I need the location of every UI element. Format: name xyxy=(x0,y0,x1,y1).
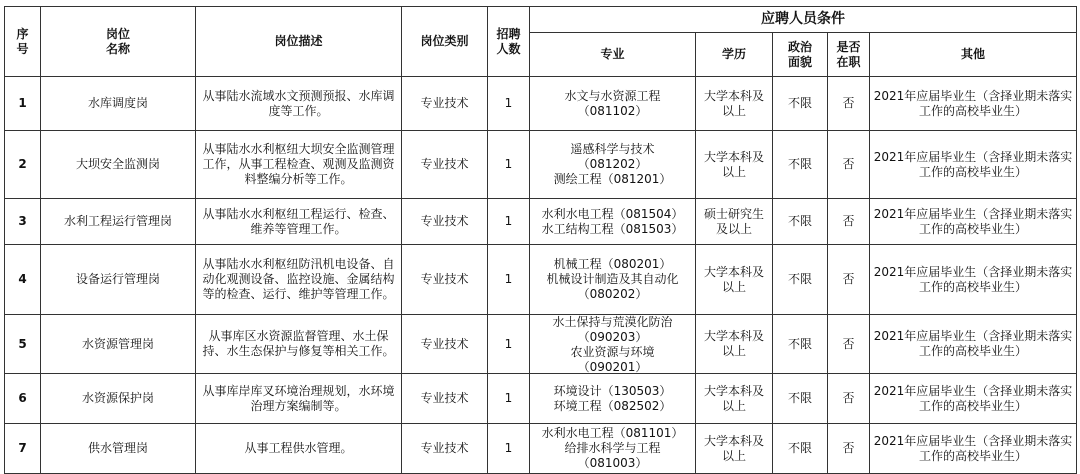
row-major-line: （081202） xyxy=(577,157,648,171)
row-education xyxy=(696,374,773,424)
row-position-name: 水资源管理岗 xyxy=(41,315,196,374)
row-major-line: 水工结构工程（081503） xyxy=(541,221,684,236)
row-position-name: 水库调度岗 xyxy=(41,77,196,131)
header-political-line2: 面貌 xyxy=(787,54,812,69)
row-major-line: 水文与水资源工程 xyxy=(564,88,661,103)
row-description: 从事陆水流域水文预测预报、水库调度等工作。 xyxy=(196,77,402,131)
row-position-name: 水资源保护岗 xyxy=(41,374,196,424)
row-count: 1 xyxy=(488,245,530,315)
row-education xyxy=(696,131,773,199)
header-employed xyxy=(828,33,870,77)
row-position-name: 水利工程运行管理岗 xyxy=(41,199,196,245)
row-no: 3 xyxy=(5,199,41,245)
row-education xyxy=(696,77,773,131)
header-position-name-line1: 岗位 xyxy=(105,26,130,41)
row-position-name: 设备运行管理岗 xyxy=(41,245,196,315)
row-employed: 否 xyxy=(828,131,870,199)
row-other: 2021年应届毕业生（含择业期未落实工作的高校毕业生） xyxy=(870,131,1077,199)
header-row-top xyxy=(5,7,1077,33)
header-other: 其他 xyxy=(870,33,1077,77)
row-major xyxy=(530,245,696,315)
row-education xyxy=(696,245,773,315)
row-major-line: （081102） xyxy=(577,103,648,118)
header-position-name xyxy=(41,7,196,77)
recruitment-table xyxy=(4,6,1077,474)
row-political: 不限 xyxy=(773,374,828,424)
row-major-line: （090203） xyxy=(577,330,648,344)
row-political: 不限 xyxy=(773,245,828,315)
row-education-line: 以上 xyxy=(721,164,746,179)
row-description: 从事陆水水利枢纽大坝安全监测管理工作，从事工程检查、观测及监测资料整编分析等工作。 xyxy=(196,131,402,199)
header-category: 岗位类别 xyxy=(402,7,488,77)
row-employed: 否 xyxy=(828,424,870,474)
row-education-line: 以上 xyxy=(721,279,746,294)
row-count: 1 xyxy=(488,424,530,474)
table-row xyxy=(5,315,1077,374)
row-description: 从事库区水资源监督管理、水土保持、水生态保护与修复等相关工作。 xyxy=(196,315,402,374)
table-row xyxy=(5,424,1077,474)
row-education xyxy=(696,199,773,245)
header-position-name-line2: 名称 xyxy=(105,41,130,56)
row-political: 不限 xyxy=(773,315,828,374)
header-count xyxy=(488,7,530,77)
row-description: 从事陆水水利枢纽工程运行、检查、维养等管理工作。 xyxy=(196,199,402,245)
row-other: 2021年应届毕业生（含择业期未落实工作的高校毕业生） xyxy=(870,199,1077,245)
row-category: 专业技术 xyxy=(402,77,488,131)
row-count: 1 xyxy=(488,315,530,374)
row-other: 2021年应届毕业生（含择业期未落实工作的高校毕业生） xyxy=(870,245,1077,315)
row-category: 专业技术 xyxy=(402,131,488,199)
row-education-line: 大学本科及 xyxy=(703,264,764,279)
row-major-line: 机械工程（080201） xyxy=(553,257,672,271)
row-no: 7 xyxy=(5,424,41,474)
header-political-line1: 政治 xyxy=(787,39,812,54)
row-major xyxy=(530,199,696,245)
row-major-line: 环境工程（082502） xyxy=(553,398,672,413)
row-employed: 否 xyxy=(828,245,870,315)
row-education-line: 大学本科及 xyxy=(703,149,764,164)
header-education: 学历 xyxy=(696,33,773,77)
row-employed: 否 xyxy=(828,199,870,245)
table-row xyxy=(5,77,1077,131)
header-no-line1: 序 xyxy=(16,26,29,41)
row-education xyxy=(696,315,773,374)
row-major-line: 环境设计（130503） xyxy=(553,383,672,398)
row-other: 2021年应届毕业生（含择业期未落实工作的高校毕业生） xyxy=(870,77,1077,131)
row-description: 从事陆水水利枢纽防汛机电设备、自动化观测设备、监控设施、金属结构等的检查、运行、维护等管理工作。 xyxy=(196,245,402,315)
row-no: 2 xyxy=(5,131,41,199)
row-education-line: 及以上 xyxy=(715,221,752,236)
row-political: 不限 xyxy=(773,424,828,474)
row-major-line: 给排水科学与工程 xyxy=(564,441,661,455)
row-description: 从事库岸库叉环境治理规划，水环境治理方案编制等。 xyxy=(196,374,402,424)
table-row xyxy=(5,374,1077,424)
header-employed-line2: 在职 xyxy=(836,54,861,69)
row-education-line: 大学本科及 xyxy=(703,329,764,343)
row-no: 1 xyxy=(5,77,41,131)
row-major xyxy=(530,374,696,424)
row-political: 不限 xyxy=(773,199,828,245)
header-count-line1: 招聘 xyxy=(496,26,521,41)
row-major-line: 机械设计制造及其自动化 xyxy=(546,272,679,286)
row-count: 1 xyxy=(488,131,530,199)
row-major-line: 测绘工程（081201） xyxy=(553,172,672,186)
row-major-line: （081003） xyxy=(577,456,648,470)
row-education xyxy=(696,424,773,474)
header-no xyxy=(5,7,41,77)
row-category: 专业技术 xyxy=(402,424,488,474)
row-category: 专业技术 xyxy=(402,245,488,315)
row-major-line: 遥感科学与技术 xyxy=(570,142,655,156)
header-employed-line1: 是否 xyxy=(836,39,861,54)
row-category: 专业技术 xyxy=(402,374,488,424)
header-major: 专业 xyxy=(530,33,696,77)
row-description: 从事工程供水管理。 xyxy=(196,424,402,474)
row-major xyxy=(530,77,696,131)
row-no: 4 xyxy=(5,245,41,315)
row-major xyxy=(530,131,696,199)
row-education-line: 以上 xyxy=(721,103,746,118)
table-row xyxy=(5,245,1077,315)
row-major-line: （090201） xyxy=(577,360,648,373)
table-row xyxy=(5,131,1077,199)
row-no: 5 xyxy=(5,315,41,374)
row-other: 2021年应届毕业生（含择业期未落实工作的高校毕业生） xyxy=(870,374,1077,424)
row-education-line: 大学本科及 xyxy=(703,88,764,103)
row-education-line: 硕士研究生 xyxy=(703,206,764,221)
row-count: 1 xyxy=(488,199,530,245)
header-political xyxy=(773,33,828,77)
row-major-line: 农业资源与环境 xyxy=(570,345,655,359)
row-employed: 否 xyxy=(828,315,870,374)
row-major xyxy=(530,315,696,374)
header-requirements-group: 应聘人员条件 xyxy=(530,7,1077,33)
row-category: 专业技术 xyxy=(402,199,488,245)
row-education-line: 以上 xyxy=(721,398,746,413)
row-no: 6 xyxy=(5,374,41,424)
header-count-line2: 人数 xyxy=(496,41,521,56)
row-political: 不限 xyxy=(773,131,828,199)
row-employed: 否 xyxy=(828,374,870,424)
row-education-line: 以上 xyxy=(721,448,746,463)
row-employed: 否 xyxy=(828,77,870,131)
row-position-name: 大坝安全监测岗 xyxy=(41,131,196,199)
row-education-line: 以上 xyxy=(721,344,746,358)
row-position-name: 供水管理岗 xyxy=(41,424,196,474)
row-major-line: 水利水电工程（081101） xyxy=(541,426,684,440)
row-major-line: 水利水电工程（081504） xyxy=(541,206,684,221)
row-education-line: 大学本科及 xyxy=(703,433,764,448)
row-political: 不限 xyxy=(773,77,828,131)
row-category: 专业技术 xyxy=(402,315,488,374)
row-other: 2021年应届毕业生（含择业期未落实工作的高校毕业生） xyxy=(870,424,1077,474)
header-no-line2: 号 xyxy=(16,41,29,56)
row-other: 2021年应届毕业生（含择业期未落实工作的高校毕业生） xyxy=(870,315,1077,374)
row-major-clip xyxy=(533,315,692,373)
table-row xyxy=(5,199,1077,245)
row-count: 1 xyxy=(488,374,530,424)
row-count: 1 xyxy=(488,77,530,131)
row-major xyxy=(530,424,696,474)
row-major-line: 水土保持与荒漠化防治 xyxy=(552,315,673,329)
header-description: 岗位描述 xyxy=(196,7,402,77)
row-major-line: （080202） xyxy=(577,287,648,301)
row-education-line: 大学本科及 xyxy=(703,383,764,398)
